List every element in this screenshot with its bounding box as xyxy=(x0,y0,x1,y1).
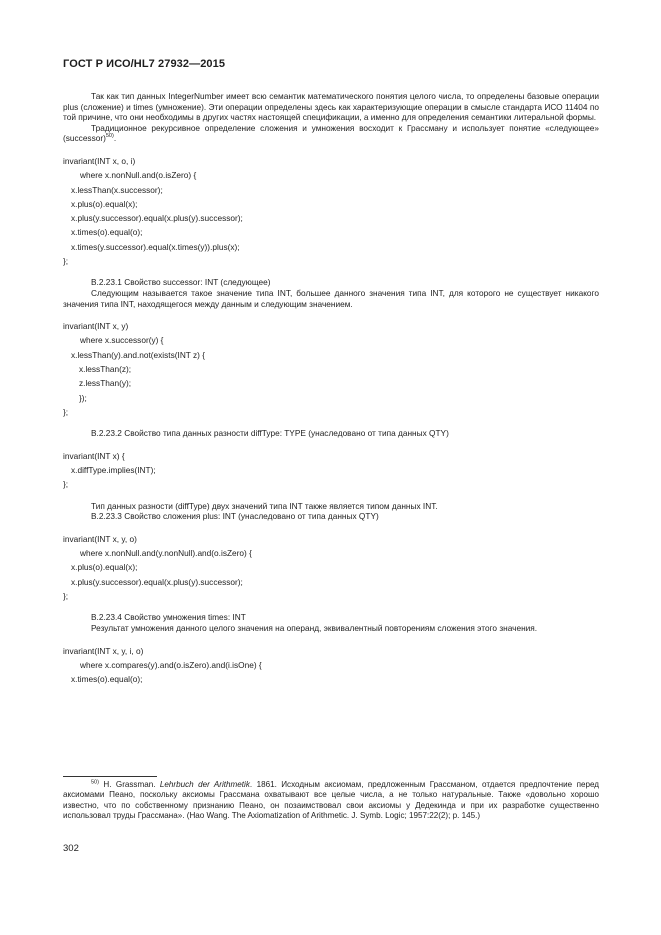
code-line: x.plus(y.successor).equal(x.plus(y).successor); xyxy=(71,576,243,587)
page-number: 302 xyxy=(63,843,79,854)
code-line: x.diffType.implies(INT); xyxy=(71,465,156,476)
section-heading-b-2-23-4: B.2.23.4 Свойство умножения times: INT xyxy=(91,612,246,623)
section-heading-b-2-23-2: B.2.23.2 Свойство типа данных разности diffType: TYPE (унаследовано от типа данных QTY) xyxy=(91,428,449,439)
footnote-separator xyxy=(63,776,157,777)
footnote-text: $^{50)}$ H. Grassman. Lehrbuch der Arithmetik. 1861. Исходным аксиомам, предложенным Грассманом, отдается предпочтение перед аксиомами Пеано, поскольку аксиомы Грассмана охватывают все целые числа, а не только натуральные. Также «довольно хорошо известно, что по собственному признанию Пеано, он позаимствовал свои аксиомы у Дедекинда и при их разработке существенно использовал труды Грассмана». (Hao Wang. The Axiomatization of Arithmetic. J. Symb. Logic; 1957:22(2); p. 145.) xyxy=(63,779,600,821)
main-content xyxy=(63,91,599,686)
code-line: }; xyxy=(63,479,69,490)
footnote-mark: 50) xyxy=(91,779,99,786)
code-line: x.times(y.successor).equal(x.times(y)).plus(x); xyxy=(71,241,240,252)
code-block-3 xyxy=(63,449,599,492)
code-block-1 xyxy=(63,154,599,268)
footnote xyxy=(63,780,599,822)
code-line: x.lessThan(x.successor); xyxy=(71,184,163,195)
section-text-b-2-23-4: Результат умножения данного целого значения на операнд, эквивалентный повторениям сложения этого значения. xyxy=(91,622,538,633)
code-line: invariant(INT x, y, o) xyxy=(63,533,137,544)
code-line: x.times(o).equal(o); xyxy=(71,227,143,238)
intro-paragraph-2: Традиционное рекурсивное определение сложения и умножения восходит к Грассману и использует понятие «следующее» (successor)$^{50)}$. xyxy=(63,122,599,144)
section-text-b-2-23-2: Тип данных разности (diffType) двух значений типа INT также является типом данных INT. xyxy=(91,500,438,511)
code-block-5 xyxy=(63,644,599,687)
code-line: x.plus(o).equal(x); xyxy=(71,562,138,573)
section-heading-b-2-23-1: B.2.23.1 Свойство successor: INT (следующее) xyxy=(91,277,271,288)
code-block-2 xyxy=(63,319,599,419)
code-line: z.lessThan(y); xyxy=(79,378,132,389)
footnote-book-title: Lehrbuch der Arithmetik xyxy=(159,780,250,789)
code-line: where x.nonNull.and(y.nonNull).and(o.isZero) { xyxy=(80,548,252,559)
code-line: where x.compares(y).and(o.isZero).and(i.isOne) { xyxy=(80,659,262,670)
code-line: }; xyxy=(63,591,69,602)
section-heading-b-2-23-3: B.2.23.3 Свойство сложения plus: INT (унаследовано от типа данных QTY) xyxy=(91,511,379,522)
code-line: x.plus(o).equal(x); xyxy=(71,198,138,209)
code-line: x.lessThan(y).and.not(exists(INT z) { xyxy=(71,349,206,360)
code-line: }; xyxy=(63,256,69,267)
code-block-4 xyxy=(63,532,599,603)
code-line: x.times(o).equal(o); xyxy=(71,674,143,685)
code-line: x.plus(y.successor).equal(x.plus(y).successor); xyxy=(71,213,243,224)
code-line: }); xyxy=(79,392,87,403)
intro-paragraph-1: Так как тип данных IntegerNumber имеет всю семантик математического понятия целого числа, то определены базовые операции plus (сложение) и times (умножение). Эти операции определены здесь как характеризующие операции в смысле стандарта ИСО 11404 по той причине, что они необходимы в других частях настоящей спецификации, а именно для определения семантики литеральной формы. xyxy=(63,91,599,123)
code-line: invariant(INT x, o, i) xyxy=(63,155,136,166)
document-header: ГОСТ Р ИСО/HL7 27932—2015 xyxy=(63,58,226,70)
code-line: invariant(INT x, y) xyxy=(63,321,129,332)
section-text-b-2-23-1: Следующим называется такое значение типа INT, большее данного значения типа INT, для которого не существует никакого значения типа INT, находящегося между данным и следующим значением. xyxy=(63,287,599,309)
footnote-ref: 50) xyxy=(105,133,114,140)
code-line: where x.nonNull.and(o.isZero) { xyxy=(80,170,197,181)
code-line: where x.successor(y) { xyxy=(80,335,164,346)
code-line: }; xyxy=(63,406,69,417)
code-line: invariant(INT x, y, i, o) xyxy=(63,645,144,656)
code-line: invariant(INT x) { xyxy=(63,450,125,461)
code-line: x.lessThan(z); xyxy=(79,364,132,375)
